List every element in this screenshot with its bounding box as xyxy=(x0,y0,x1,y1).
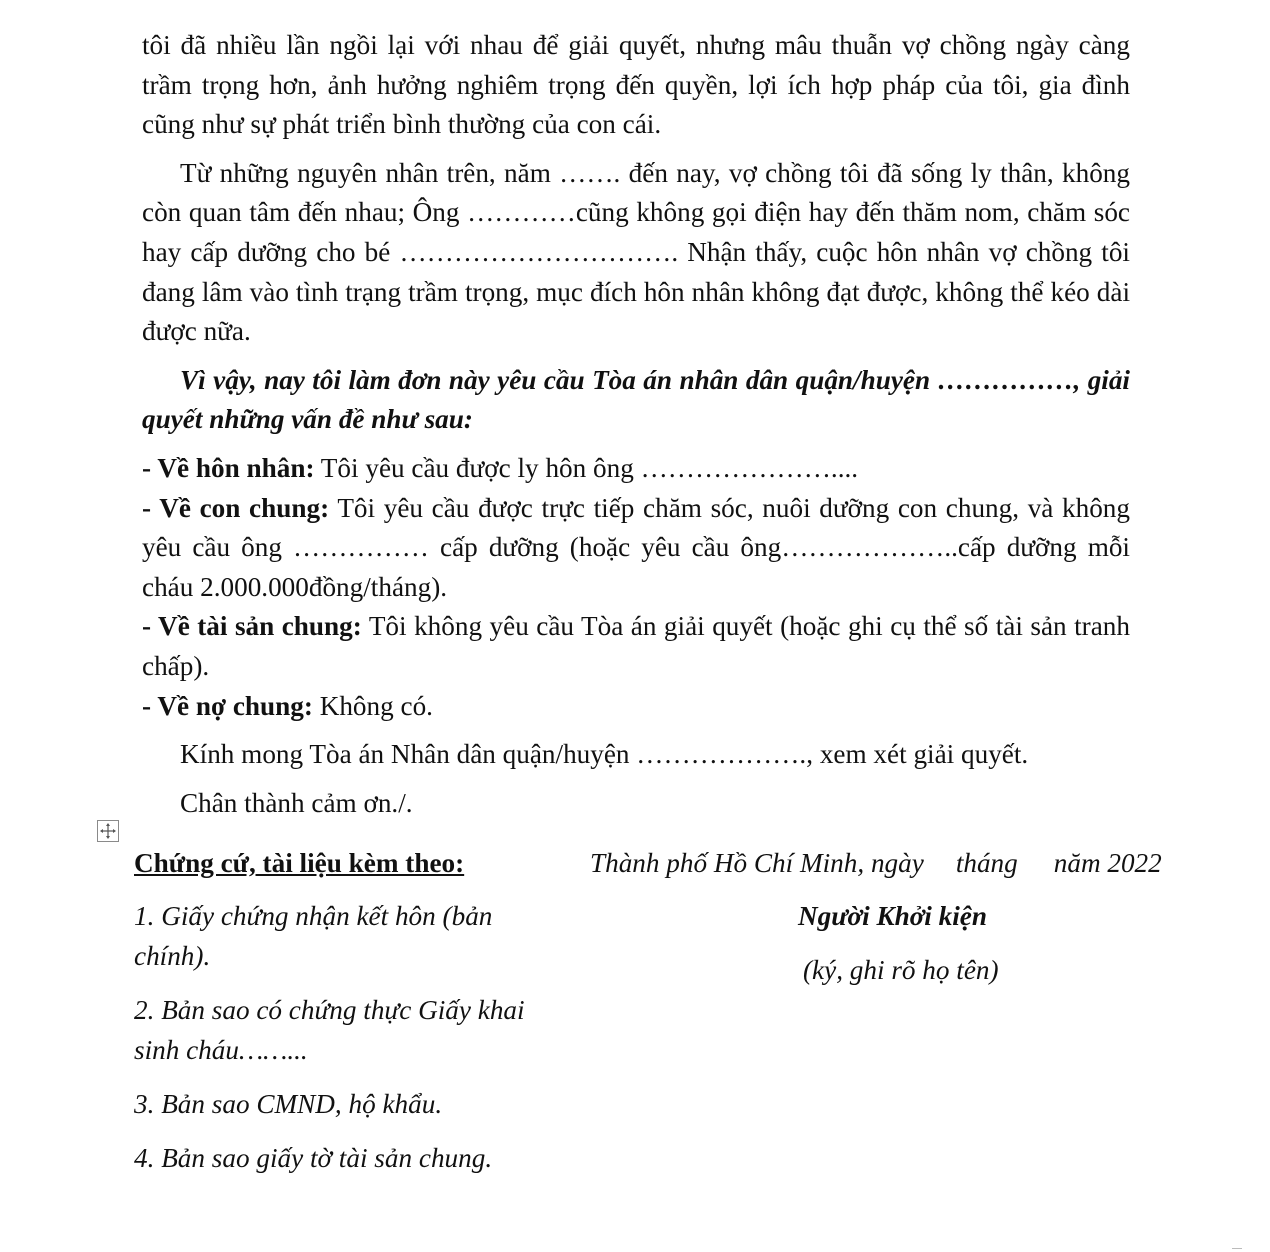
request-text: Tôi yêu cầu được ly hôn ông ………………….... xyxy=(314,452,859,483)
request-marriage xyxy=(142,449,1130,489)
year-label: năm 2022 xyxy=(1053,848,1162,878)
sign-note: (ký, ghi rõ họ tên) xyxy=(803,955,999,985)
evidence-item: 1. Giấy chứng nhận kết hôn (bản chính). xyxy=(134,901,493,971)
closing-request: Kính mong Tòa án Nhân dân quận/huyện ………………., xem xét giải quyết. xyxy=(180,739,1029,770)
evidence-item: 3. Bản sao CMND, hộ khẩu. xyxy=(134,1089,443,1119)
request-text: Tôi không yêu cầu Tòa án giải quyết (hoặc ghi cụ thể số tài sản tranh chấp). xyxy=(142,611,1130,681)
request-label: - Về hôn nhân: xyxy=(142,452,315,483)
document-body xyxy=(142,26,1130,832)
paragraph-separation: Từ những nguyên nhân trên, năm ……. đến nay, vợ chồng tôi đã sống ly thân, không còn quan tâm đến nhau; Ông …………cũng không gọi điện hay đến thăm nom, chăm sóc hay cấp dưỡng cho bé …………………………. Nhận thấy, cuộc hôn nhân vợ chồng tôi đang lâm vào tình trạng trầm trọng, mục đích hôn nhân không đạt được, không thể kéo dài được nữa. xyxy=(142,157,1130,347)
paragraph-request-intro: Vì vậy, nay tôi làm đơn này yêu cầu Tòa án nhân dân quận/huyện ……………, giải quyết những vấn đề như sau: xyxy=(142,364,1130,435)
request-children xyxy=(142,489,1130,608)
request-list xyxy=(142,449,1130,726)
request-label: - Về tài sản chung: xyxy=(142,611,362,642)
request-label: - Về nợ chung: xyxy=(142,690,313,721)
request-text: Tôi yêu cầu được trực tiếp chăm sóc, nuôi dưỡng con chung, và không yêu cầu ông …………… cấp dưỡng (hoặc yêu cầu ông………………..cấp dưỡng mỗi cháu 2.000.000đồng/tháng). xyxy=(142,492,1130,602)
page-corner-mark xyxy=(1232,1248,1242,1249)
place-date-line xyxy=(590,843,1162,883)
evidence-item: 4. Bản sao giấy tờ tài sản chung. xyxy=(134,1143,493,1173)
evidence-item: 2. Bản sao có chứng thực Giấy khai sinh cháu……... xyxy=(134,995,525,1065)
closing-thanks: Chân thành cảm ơn./. xyxy=(180,787,413,818)
move-arrows-icon[interactable] xyxy=(97,820,119,842)
month-label: tháng xyxy=(955,848,1018,878)
place-date-prefix: Thành phố Hồ Chí Minh, ngày xyxy=(590,848,924,878)
signer-title: Người Khởi kiện xyxy=(798,901,987,931)
paragraph-conflict: tôi đã nhiều lần ngồi lại với nhau để giải quyết, nhưng mâu thuẫn vợ chồng ngày càng trầm trọng hơn, ảnh hưởng nghiêm trọng đến quyền, lợi ích hợp pháp của tôi, gia đình cũng như sự phát triển bình thường của con cái. xyxy=(142,30,1130,140)
request-text: Không có. xyxy=(312,690,433,721)
request-debt xyxy=(142,687,1130,727)
request-property xyxy=(142,607,1130,686)
evidence-section xyxy=(134,843,574,1192)
evidence-heading: Chứng cứ, tài liệu kèm theo: xyxy=(134,848,465,878)
request-label: - Về con chung: xyxy=(142,492,330,523)
